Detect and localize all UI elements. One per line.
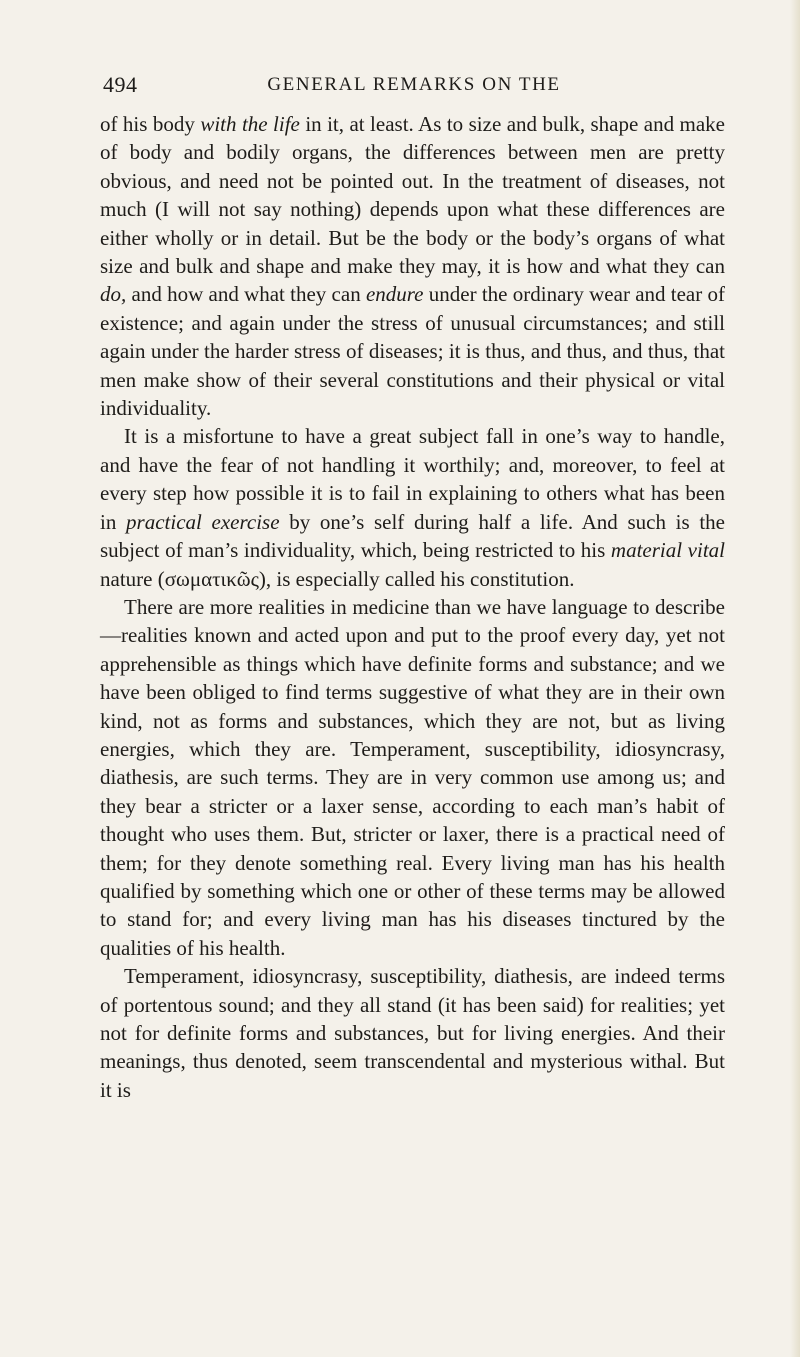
page-header — [103, 72, 725, 102]
text-run: Temperament, idiosyncrasy, susceptibility, diathesis, are indeed terms of portentous sound; and they all stand (it has been said) for realities; yet not for definite forms and substances, but for living energies. And their meanings, thus denoted, seem transcendental and mysterious withal. But it is — [100, 964, 725, 1102]
page-number: 494 — [103, 72, 138, 97]
italic-text: practical exercise — [126, 509, 280, 534]
text-run: under the ordinary wear and tear of existence; and again under the stress of unusual circumstances; and still again under the harder stress of diseases; it is thus, and thus, and thus, that men make show of their several constitutions and their physical or vital individuality. — [100, 282, 725, 421]
page-edge-shadow — [790, 0, 800, 1357]
text-run: and how and what they can — [126, 282, 366, 307]
paragraph — [100, 110, 725, 422]
text-run: It is a misfortune to have a great subject fall in one’s way to handle, and have the fear of not handling it worthily; and, moreover, to feel at every step how possible it is to fail in explaining to others what has been in — [100, 424, 725, 534]
italic-text: do, — [100, 282, 127, 307]
body-text — [100, 110, 725, 1104]
text-run: by one’s self during half a life. And such is the subject of man’s individuality, which, being restricted to his — [100, 509, 725, 563]
paragraph — [100, 422, 725, 592]
italic-text: endure — [365, 282, 424, 307]
text-run: of his body — [100, 112, 201, 136]
paragraph — [100, 962, 725, 1104]
paragraph — [100, 593, 725, 962]
text-run: in it, at least. As to size and bulk, shape and make of body and bodily organs, the differences between men are pretty obvious, and need not be pointed out. In the treatment of diseases, not much (I will not say nothing) depends upon what these differences are either wholly or in detail. But be the body or the body’s organs of what size and bulk and shape and make they may, it is how and what they can — [100, 112, 725, 279]
text-run: nature (σωματικῶς), is especially called his constitution. — [100, 566, 575, 591]
running-head: GENERAL REMARKS ON THE — [267, 74, 561, 95]
italic-text: material vital — [610, 538, 725, 563]
italic-text: with the life — [200, 112, 300, 136]
text-run: There are more realities in medicine than we have language to describe—realities known and acted upon and put to the proof every day, yet not apprehensible as things which have definite forms and substance; and we have been obliged to find terms suggestive of what they are in their own kind, not as forms and substances, which they are not, but as living energies, which they are. Temperament, susceptibility, idiosyncrasy, diathesis, are such terms. They are in very common use among us; and they bear a stricter or a laxer sense, according to each man’s habit of thought who uses them. But, stricter or laxer, there is a practical need of them; for they denote something real. Every living man has his health qualified by something which one or other of these terms may be allowed to stand for; and every living man has his diseases tinctured by the qualities of his health. — [100, 594, 725, 960]
